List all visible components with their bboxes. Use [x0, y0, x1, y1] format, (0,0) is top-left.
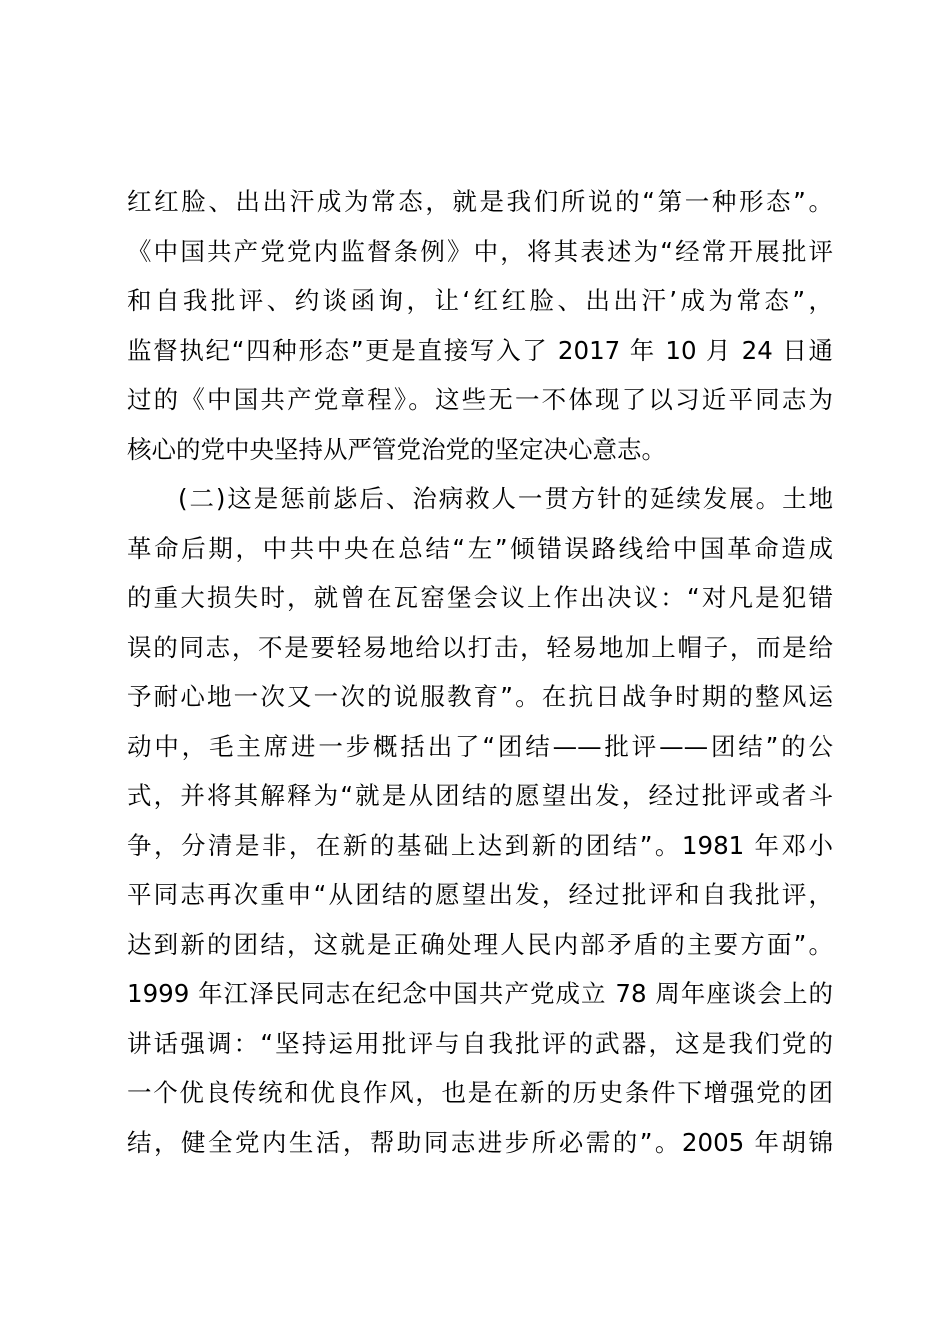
text-line: 式，并将其解释为“就是从团结的愿望出发，经过批评或者斗	[127, 781, 833, 810]
text-line: 平同志再次重申“从团结的愿望出发，经过批评和自我批评，	[127, 880, 833, 909]
body-text	[127, 177, 833, 1167]
text-line: 讲话强调：“坚持运用批评与自我批评的武器，这是我们党的	[127, 1028, 833, 1058]
text-line: 达到新的团结，这就是正确处理人民内部矛盾的主要方面”。	[127, 929, 833, 959]
text-line: 红红脸、出出汗成为常态，就是我们所说的“第一种形态”。	[127, 187, 833, 216]
text-line: 过的《中国共产党章程》。这些无一不体现了以习近平同志为	[127, 385, 833, 414]
text-line: 误的同志，不是要轻易地给以打击，轻易地加上帽子，而是给	[127, 632, 833, 662]
text-line: 的重大损失时，就曾在瓦窑堡会议上作出决议：“对凡是犯错	[127, 583, 833, 612]
text-line: 《中国共产党党内监督条例》中，将其表述为“经常开展批评	[127, 236, 833, 266]
text-line: 革命后期，中共中央在总结“左”倾错误路线给中国革命造成	[127, 533, 833, 563]
text-line: 结，健全党内生活，帮助同志进步所必需的”。2005 年胡锦	[127, 1127, 833, 1157]
text-line: 予耐心地一次又一次的说服教育”。在抗日战争时期的整风运	[127, 682, 833, 711]
text-line: 核心的党中央坚持从严管党治党的坚定决心意志。	[127, 434, 666, 464]
text-line: (二)这是惩前毖后、治病救人一贯方针的延续发展。土地	[178, 484, 833, 513]
text-line: 动中，毛主席进一步概括出了“团结——批评——团结”的公	[127, 731, 833, 761]
text-line: 一个优良传统和优良作风，也是在新的历史条件下增强党的团	[127, 1078, 833, 1107]
text-line: 监督执纪“四种形态”更是直接写入了 2017 年 10 月 24 日通	[127, 335, 833, 365]
text-line: 争，分清是非，在新的基础上达到新的团结”。1981 年邓小	[127, 830, 833, 860]
text-line: 1999 年江泽民同志在纪念中国共产党成立 78 周年座谈会上的	[127, 979, 833, 1008]
text-line: 和自我批评、约谈函询，让‘红红脸、出出汗’成为常态”，	[127, 286, 833, 315]
